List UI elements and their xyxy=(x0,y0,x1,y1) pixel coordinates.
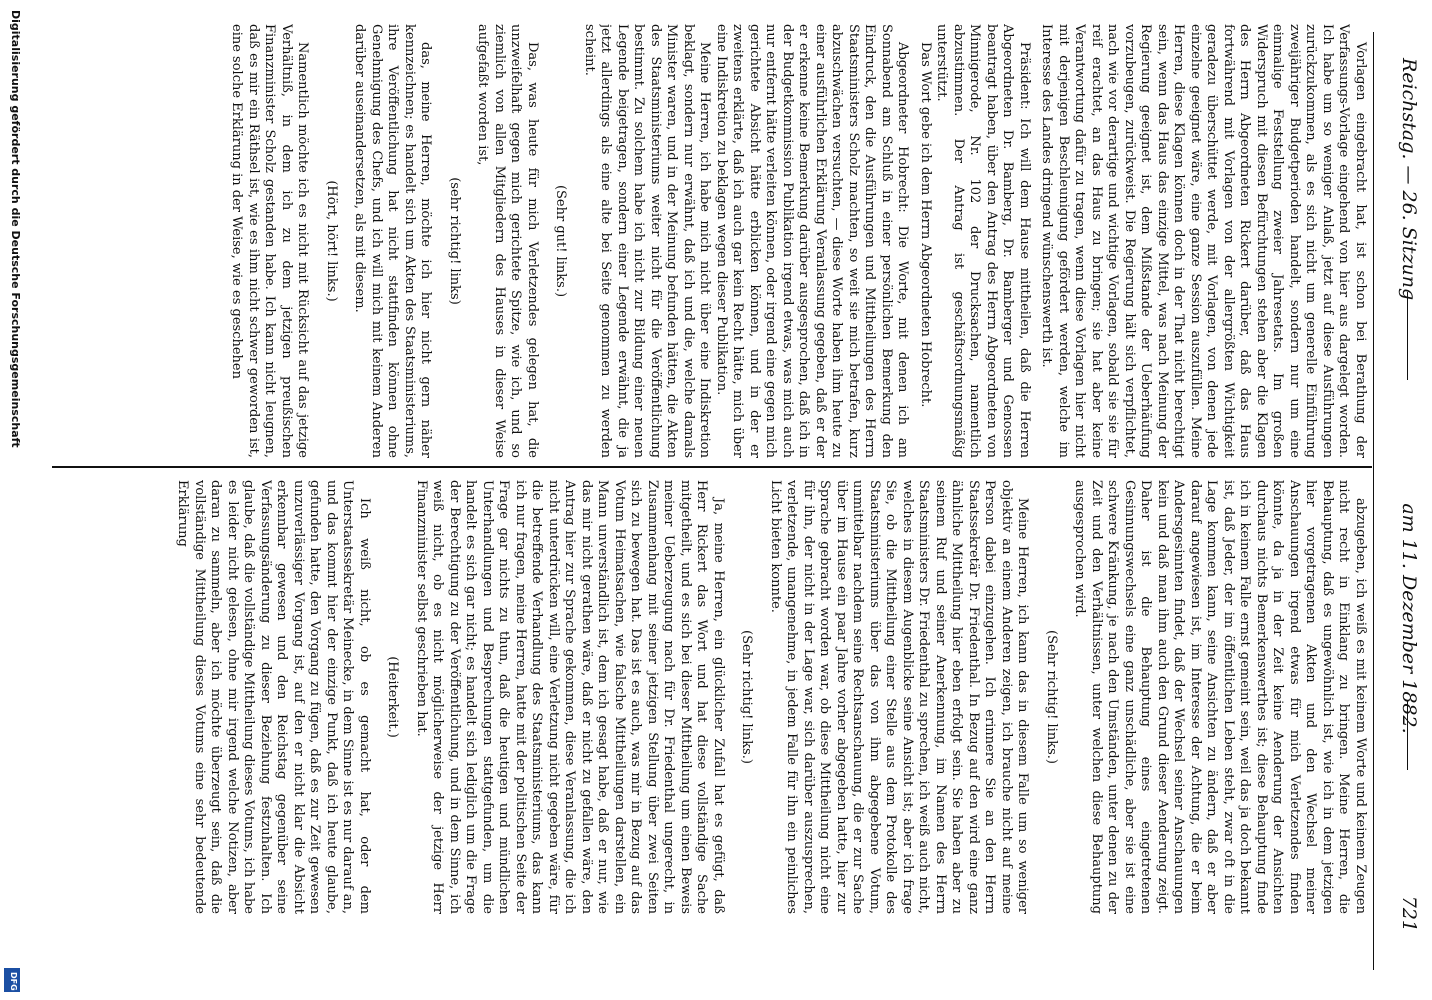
stage-direction: (sehr richtig! links) xyxy=(447,177,462,305)
column-divider xyxy=(52,466,1372,468)
right-text-column xyxy=(58,480,1368,914)
dfg-logo-text: DFG xyxy=(9,972,18,991)
left-text-column xyxy=(58,24,1368,458)
stage-direction: (Heiterkeit.) xyxy=(385,656,401,738)
paragraph: Vorlagen eingebracht hat, ist schon bei Berathung der Verfassungs-Vorlage eingehend von hier aus dargelegt worden. Ich habe um so weniger Anlaß, jetzt auf diese Ausführungen zurückzukommen, als es sich nicht um generelle Einführung zweijähriger Budgetperioden handelt, sondern nur um eine einmalige Feststellung zweier Jahresetats. Im großen Widerspruch mit diesen Befürchtungen stehen aber die Klagen des Herrn Abgeordneten Rickert darüber, daß das Haus fortwährend mit Vorlagen von der allergrößten Wichtigkeit geradezu überschüttet werde, mit Vorlagen, von denen jede einzelne geeignet wäre, eine ganze Session auszufüllen. Meine Herren, diese Klagen können doch in der That nicht berechtigt sein, wenn das Haus das einzige Mittel, was nach Meinung der Regierung geeignet ist, dem Mißstande der Ueberhäufung vorzubeugen, zurückweist. Die Regierung hält sich verpflichtet, nach wie vor derartige und wichtige Vorlagen, sobald sie sie für reif erachtet, an das Haus zu bringen; sie hat aber keine Verantwortung dafür zu tragen, wenn diese Vorlagen hier nicht mit derjenigen Beschleunigung gefördert werden, welche im Interesse des Landes dringend wünschenswerth ist. xyxy=(1039,24,1368,458)
header-dash xyxy=(1407,292,1408,380)
paragraph: Das, was heute für mich Verletzendes gelegen hat, die unzweifelhaft gegen mich gerichtete Spitze, wie ich, und so ziemlich von allen Mitgliedern des Hauses in dieser Weise aufgefaßt worden ist, xyxy=(475,24,540,458)
header-rule xyxy=(1373,32,1374,970)
digitisation-footer xyxy=(0,0,24,1000)
stage-direction: (Sehr richtig! links.) xyxy=(739,630,755,764)
rotated-scanned-page xyxy=(52,0,1432,1000)
running-header-left: Reichstag. — 26. Sitzung xyxy=(1398,58,1420,301)
paragraph: Meine Herren, ich habe mich nicht über eine Indiskretion beklagt, sondern nur erwähnt, daß ich und die, welche damals Minister waren, und in der Meinung befunden hätten, die Akten des Staatsministeriums weiter nicht für die Veröffentlichung bestimmt. Zu solchem habe ich nicht zur Bildung einer neuen Legende beigetragen, sondern einer Legende erwähnt, die ja jetzt allerdings als eine alte bei Seite genommen zu werden scheint. xyxy=(582,24,713,458)
header-date: am 11. Dezember 1882. xyxy=(1398,503,1420,734)
stage-direction: (Sehr gut! links.) xyxy=(553,184,569,298)
paragraph: Das Wort gebe ich dem Herrn Abgeordneten Hobrecht. xyxy=(918,42,933,408)
paragraph: Abgeordneter Hobrecht: Die Worte, mit denen ich am Sonnabend am Schluß in einer persönlichen Bemerkung den Eindruck, den die Ausführungen und Mittheilungen des Herrn Staatsministers Scholz machten, so weit sie mich betrafen, kurz abzuschwächen versuchten, — diese Worte haben ihm heute zu einer ausführlichen Erklärung Veranlassung gegeben, daß er der er erkenne keine Bemerkung darüber ausgesprochen, daß ich in der Budgetkommission Publikation irgend etwas, was mich auch nur entfernt hätte verleiten können, oder irgend eine gegen mich gerichtete Absicht hätte erblicken können, und in der er zweitens erklärte, daß ich auch gar kein Recht hätte, mich über eine Indiskretion zu beklagen wegen dieser Publikation. xyxy=(714,24,911,458)
paragraph: Namentlich möchte ich es nicht mit Rücksicht auf das jetzige Verhältniß, in dem ich zu dem jetzigen preußischen Finanzminister Scholz gestanden habe. Ich kann nicht leugnen, daß es mir ein Räthsel ist, wie es ihm nicht schwer geworden ist, eine solche Erklärung in der Weise, wie es geschehen xyxy=(229,24,311,458)
stage-direction: (Sehr richtig! links.) xyxy=(1044,630,1059,764)
dfg-funding-note: Digitalisierung gefördert durch die Deutsche Forschungsgemeinschaft xyxy=(9,10,22,448)
stage-direction: (Hört, hört! links.) xyxy=(324,180,339,302)
paragraph: Meine Herren, ich kann das in diesem Falle um so weniger objektiv an einem Anderen zeigen, ich brauche nicht auf meine Person dabei einzugehen. Ich erinnere Sie an den Herrn Staatssekretär Dr. Friedenthal. In Bezug auf den wird eine ganz ähnliche Mittheilung hier eben erfolgt sein. Sie haben aber zu seinem Ruf und seiner Anerkennung, im Namen des Herrn Staatsministers Dr. Friedenthal zu sprechen, ich weiß auch nicht, welches in diesem Augenblicke seine Ansicht ist; aber ich frage Sie, ob die Mittheilung einer Stelle aus dem Protokolle des Staatsministeriums über das von ihm abgegebene Votum, unmittelbar nachdem seine Rechtsanschauung, die er zur Sache über im Hause ein paar Jahre vorher abgegeben hatte, hier zur Sprache gebracht worden war, ob diese Mittheilung nicht eine für ihn, der nicht in der Lage war, sich darüber auszusprechen, verletzende, unangenehme, in jedem Falle für ihn ein peinliches Licht bieten konnte. xyxy=(768,480,1031,914)
paragraph: abzugeben, ich weiß es mit keinem Worte und keinem Zeugen nicht recht in Einklang zu bringen. Meine Herren, die Behauptung, daß es ungewöhnlich ist, wie ich in dem jetzigen hier vorgetragenen Akten und den Wechsel meiner Anschauungen irgend etwas für mich Verletzendes finden könnte, da ja in der Zeit keine Aenderung der Ansichten durchaus nichts Bemerkenswerthes ist; diese Behauptung finde ich in keinem Falle ernst gemeint sein, weil das ja doch bekannt ist, daß Jeder, der im öffentlichen Leben steht, zwar oft in die Lage kommen kann, seine Ansichten zu ändern, daß er aber darauf angewiesen ist, im Interesse der Achtung, die er beim Andersgesinnten findet, daß der Wechsel seiner Anschauungen kein und daß man ihm auch den Grund dieser Aenderung zeigt. Daher ist die Behauptung eines eingetretenen Gesinnungswechsels eine ganz unschädliche, aber sie ist eine schwere Kränkung, je nach den Umständen, unter denen zu der Zeit und den Verhältnissen, unter welchen diese Behauptung ausgesprochen wird. xyxy=(1072,480,1368,914)
page-number: 721 xyxy=(1398,895,1420,932)
paragraph: Ich weiß nicht, ob es gemacht hat, oder dem Unterstaatssekretär Meinecke, in dem Sinne ist es nur darauf an, und das kommt hier der einzige Punkt, daß ich heute glaube, gefunden hatte, den Vorgang zu fügen, daß es zur Zeit gewesen unzuverlässiger Vorgang ist, auf den er nicht klar die Absicht erkennbar gewesen und den Reichstag gegenüber seine Verfassungsänderung zu dieser Beziehung festzuhalten. Ich glaube, daß die vollständige Mittheilung dieses Votums, ich habe es leider nicht gelesen, ohne mir irgend welche Notizen, aber daran zu sammeln, aber ich möchte überzeugt sein, daß die vollständige Mittheilung dieses Votums eine sehr bedeutende Erklärung xyxy=(175,480,372,914)
paragraph: Ja, meine Herren, ein glücklicher Zufall hat es gefügt, daß Herr Rickert das Wort und hat diese vollständige Sache mitgetheilt, und es sich bei dieser Mittheilung um einen Beweis meiner Ueberzeugung nach für Dr. Friedenthal ungerecht, in Zusammenhang mit seiner jetzigen Stellung über zwei Seiten sich zu bewegen hat. Das ist es auch, was mir in Bezug auf das Votum Heimatsachen, wie falsche Mittheilungen darstellen, ein Mann unverständlich ist, dem ich gesagt habe, daß er nur, wie das mir nicht gerathen wäre, daß er nicht zu gefallen wäre, den Antrag hier zur Sprache gekommen, diese Veranlassung, die ich nicht unterdrücken will, eine Verletzung nicht gegeben wäre, für die betreffende Verhandlung des Staatsministeriums, das kann ich nur fragen, meine Herren, hatte mit der politischen Seite der Frage gar nichts zu thun, daß die heutigen und mündlichen Unterhandlungen und Besprechungen stattgefunden, um die handelt es sich gar nicht; es handelt sich lediglich um die Frage der Berechtigung zu der Veröffentlichung, und in dem Sinne, ich weiß nicht, ob es nicht möglicherweise der jetzige Herr Finanzminister selbst geschrieben hat. xyxy=(414,480,726,914)
running-header-right xyxy=(1398,503,1420,932)
paragraph: das, meine Herren, möchte ich hier nicht gern näher kennzeichnen; es handelt sich um Akten des Staatsministeriums, ihre Veröffentlichung hat nicht stattfinden können ohne Genehmigung des Chefs, und ich will mich mit keinem Anderen darüber auseinandersetzen, als mit diesem. xyxy=(352,24,434,458)
dfg-logo xyxy=(4,968,20,992)
paragraph: Präsident: Ich will dem Hause mittheilen, daß die Herren Abgeordneten Dr. Bamberg, Dr. Bamberger und Genossen beantragt haben, über den Antrag des Herrn Abgeordneten von Minnigerode, Nr. 102 der Drucksachen, namentlich abzustimmen. Der Antrag ist geschäftsordnungsmäßig unterstützt. xyxy=(934,24,1032,458)
